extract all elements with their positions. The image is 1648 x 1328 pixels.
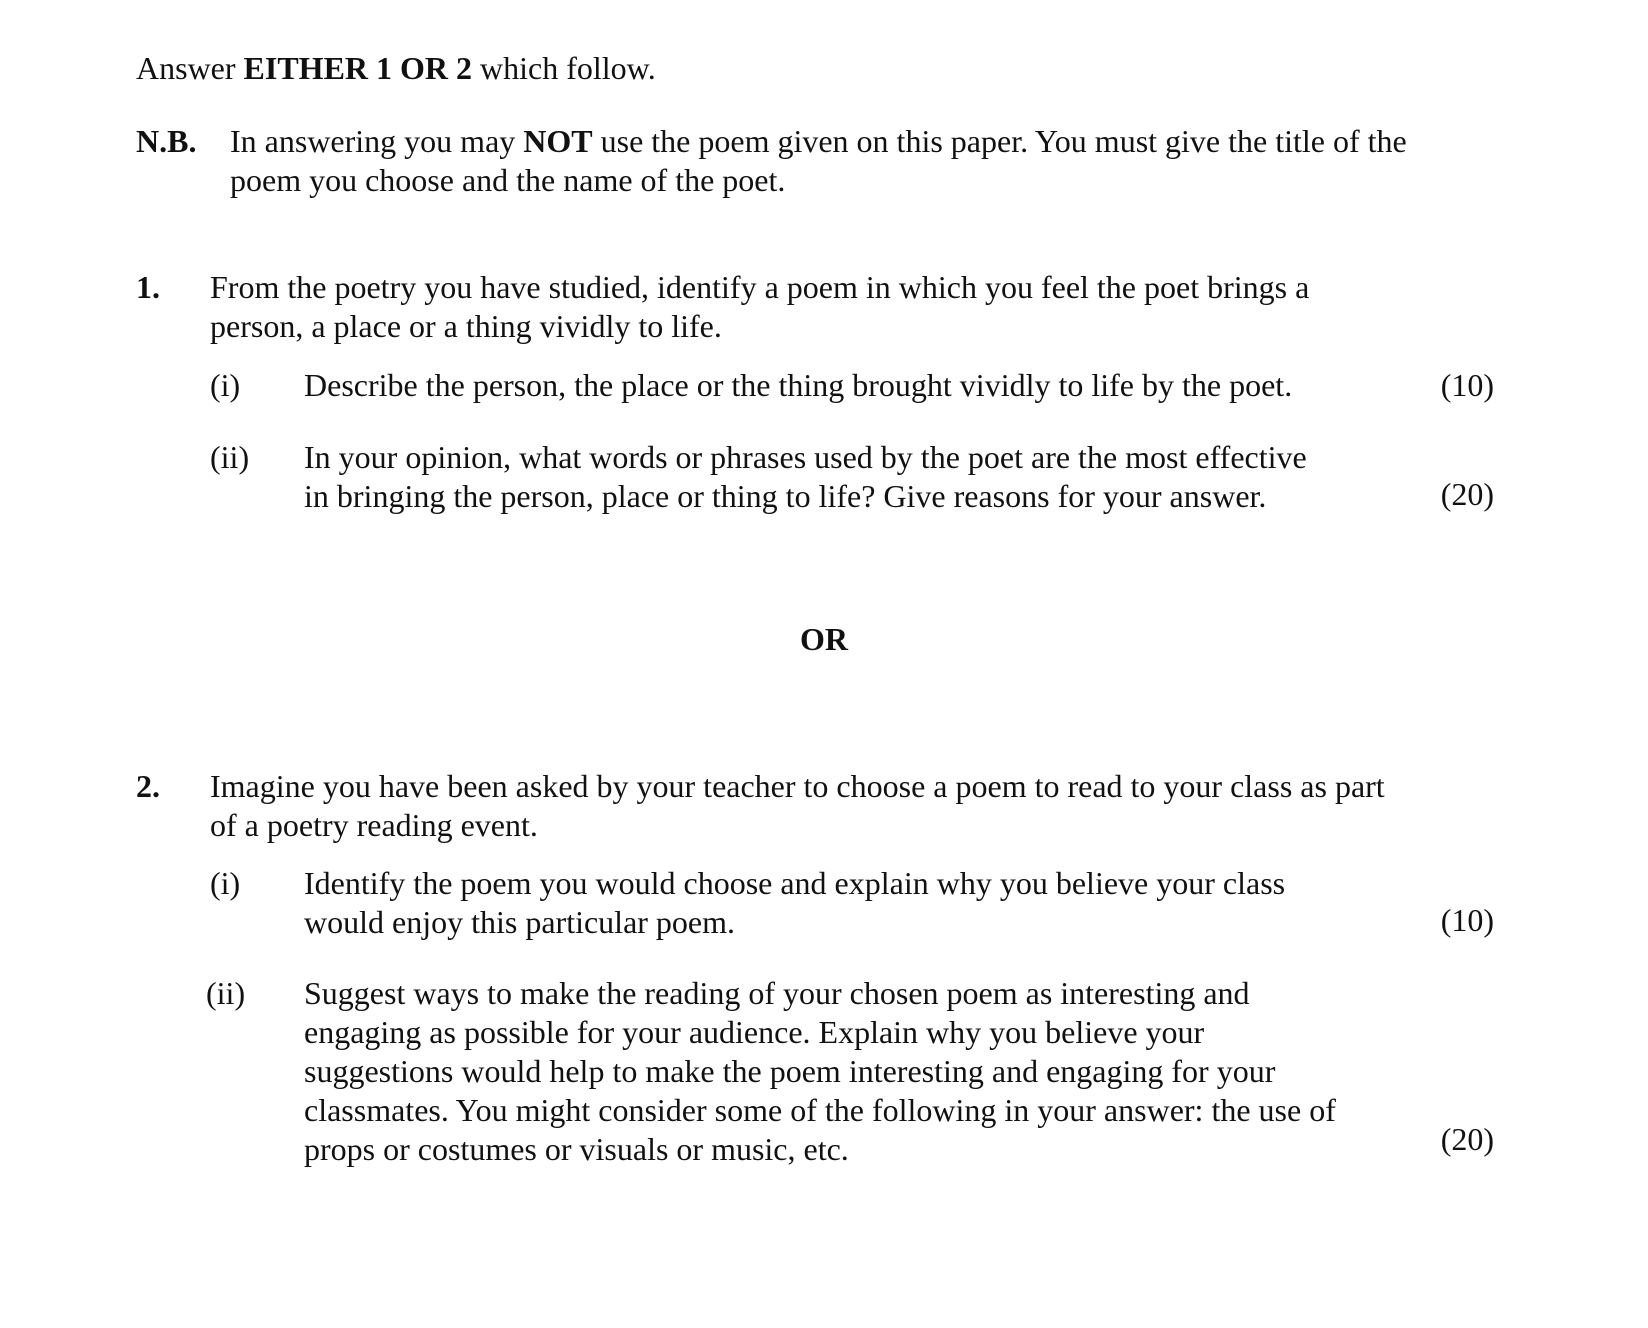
question-2-part-i-marks: (10) — [1440, 902, 1494, 938]
question-1-stem-line-1: From the poetry you have studied, identify a poem in which you feel the poet brings a — [210, 269, 1310, 305]
question-2-part-ii-line-5: props or costumes or visuals or music, etc. — [304, 1131, 849, 1167]
question-2-part-i-text — [304, 864, 1285, 942]
or-divider: OR — [800, 621, 848, 657]
question-1-number: 1. — [136, 269, 160, 305]
question-1-part-i-marks: (10) — [1440, 367, 1494, 403]
question-2-stem-line-1: Imagine you have been asked by your teacher to choose a poem to read to your class as part — [210, 768, 1385, 804]
question-1-part-ii-line-2: in bringing the person, place or thing to life? Give reasons for your answer. — [304, 478, 1267, 514]
question-2-stem-line-2: of a poetry reading event. — [210, 807, 538, 843]
nb-line-2: poem you choose and the name of the poet. — [230, 162, 786, 198]
intro-text-end: which follow. — [472, 50, 656, 86]
nb-label: N.B. — [136, 123, 197, 159]
question-2-stem — [210, 767, 1385, 845]
question-2-part-i-label: (i) — [210, 865, 241, 901]
question-1-part-ii-line-1: In your opinion, what words or phrases used by the poet are the most effective — [304, 439, 1307, 475]
question-2-part-ii-marks: (20) — [1440, 1121, 1494, 1157]
question-2-part-ii-line-3: suggestions would help to make the poem interesting and engaging for your — [304, 1053, 1276, 1089]
question-2-number: 2. — [136, 768, 160, 804]
question-2-part-i-line-2: would enjoy this particular poem. — [304, 904, 736, 940]
question-2-part-ii-line-4: classmates. You might consider some of the following in your answer: the use of — [304, 1092, 1336, 1128]
intro-bold-text: EITHER 1 OR 2 — [243, 50, 473, 86]
question-2-part-ii-line-1: Suggest ways to make the reading of your chosen poem as interesting and — [304, 975, 1250, 1011]
nb-bold-not: NOT — [523, 123, 593, 159]
nb-line-1-start: In answering you may — [230, 123, 524, 159]
question-2-part-i-line-1: Identify the poem you would choose and explain why you believe your class — [304, 865, 1286, 901]
question-1-part-ii-marks: (20) — [1440, 476, 1494, 512]
nb-line-1-end: use the poem given on this paper. You must give the title of the — [592, 123, 1407, 159]
question-1-part-i-label: (i) — [210, 367, 241, 403]
question-2-part-ii-label: (ii) — [206, 975, 246, 1011]
question-2-part-ii-line-2: engaging as possible for your audience. Explain why you believe your — [304, 1014, 1205, 1050]
intro-text-start: Answer — [136, 50, 244, 86]
question-1-part-i-line-1: Describe the person, the place or the thing brought vividly to life by the poet. — [304, 367, 1293, 403]
question-1-part-ii-label: (ii) — [210, 439, 250, 475]
question-2-part-ii-text — [304, 974, 1336, 1169]
question-1-stem-line-2: person, a place or a thing vividly to life. — [210, 308, 722, 344]
